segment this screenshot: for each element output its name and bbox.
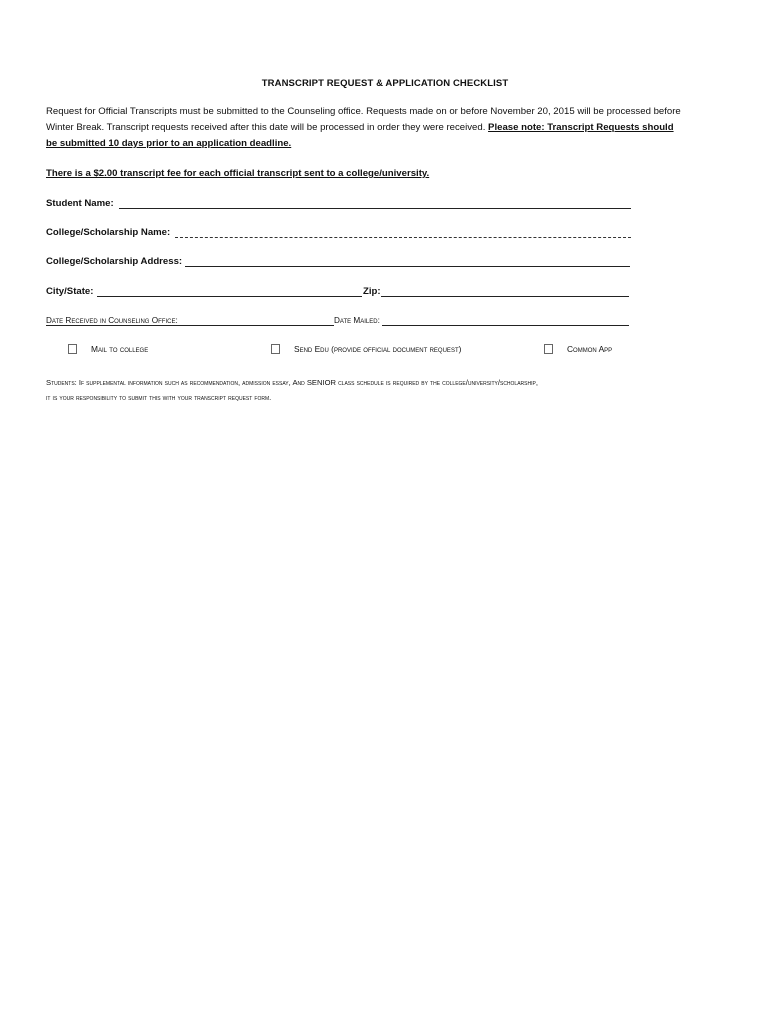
common-app-option-label: Common App: [567, 344, 613, 354]
page-title: TRANSCRIPT REQUEST & APPLICATION CHECKLIST: [261, 78, 509, 89]
common-app-checkbox[interactable]: [544, 344, 553, 354]
intro-line-2-text: Winter Break. Transcript requests received after this date will be processed in order they were received.: [46, 122, 489, 133]
intro-line-1: Request for Official Transcripts must be submitted to the Counseling office. Requests made on or before November 20, 2015 will be processed before: [46, 106, 681, 117]
city-state-label: City/State:: [46, 286, 94, 297]
intro-note-part-2: be submitted 10 days prior to an application deadline.: [46, 138, 292, 149]
send-edu-option-label: Send Edu (provide official document request): [294, 344, 462, 354]
zip-row: [363, 286, 381, 300]
fee-notice: There is a $2.00 transcript fee for each official transcript sent to a college/university.: [46, 168, 430, 179]
college-name-field[interactable]: [175, 237, 631, 238]
zip-label: Zip:: [363, 286, 381, 297]
option-mail-to-college[interactable]: [68, 344, 148, 354]
city-state-field[interactable]: [97, 296, 362, 297]
intro-line-3: [46, 136, 731, 152]
college-name-label: College/Scholarship Name:: [46, 227, 171, 238]
intro-line-2: [46, 120, 731, 136]
students-note: [46, 375, 736, 405]
student-name-row: [46, 198, 114, 212]
mail-option-label: Mail to college: [91, 344, 149, 354]
college-address-field[interactable]: [185, 266, 630, 267]
send-edu-checkbox[interactable]: [271, 344, 280, 354]
college-name-row: [46, 227, 170, 241]
zip-field[interactable]: [381, 296, 629, 297]
date-mailed-label: Date Mailed:: [334, 316, 380, 325]
mail-checkbox[interactable]: [68, 344, 77, 354]
intro-note-part-1: Please note: Transcript Requests should: [488, 122, 674, 133]
date-received-row: [46, 316, 178, 330]
college-address-label: College/Scholarship Address:: [46, 256, 183, 267]
student-name-label: Student Name:: [46, 198, 114, 209]
date-mailed-row: [334, 316, 382, 330]
intro-paragraph: [46, 104, 731, 152]
option-send-edu[interactable]: [271, 344, 461, 354]
student-name-field[interactable]: [119, 208, 631, 209]
college-address-row: [46, 256, 182, 270]
students-note-line-2: it is your responsibility to submit this with your transcript request form.: [46, 393, 272, 402]
students-note-line-1: Students: If supplemental information such as recommendation, admission essay, And SENIOR class schedule is required by the college/university/scholarship,: [46, 378, 538, 387]
option-common-app[interactable]: [544, 344, 612, 354]
city-state-row: [46, 286, 93, 300]
date-received-label: Date Received in Counseling Office:: [46, 316, 178, 325]
